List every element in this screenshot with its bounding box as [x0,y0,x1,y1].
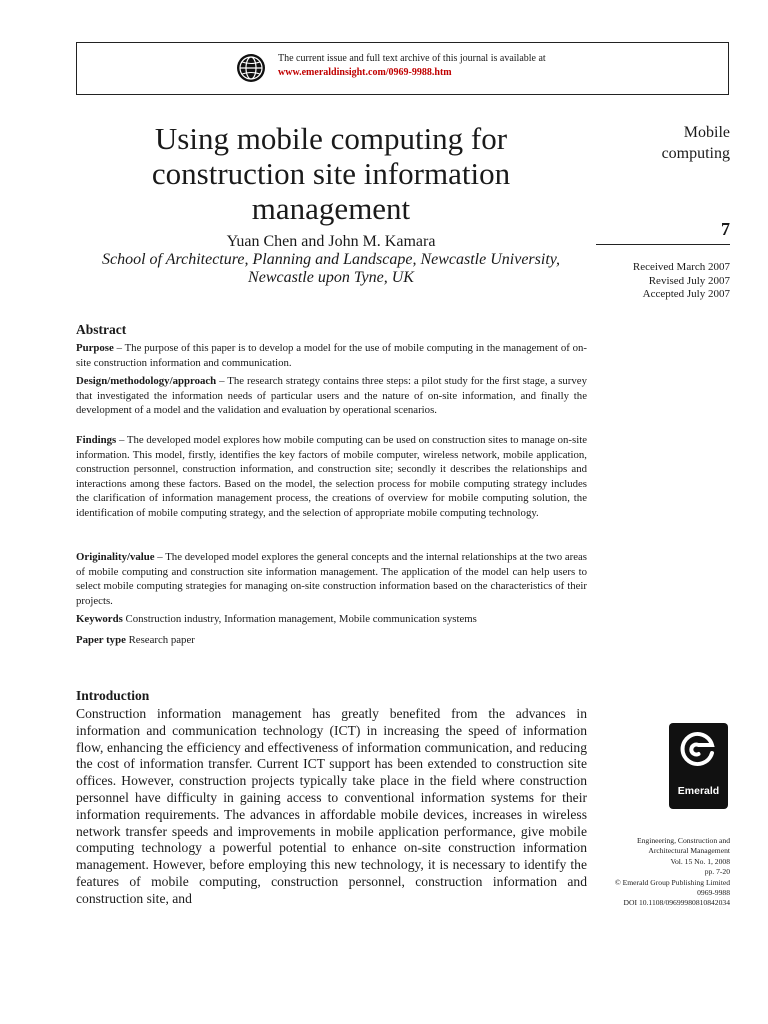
findings-text: – The developed model explores how mobile computing can be used on construction sites to manage on-site information. This model, firstly, identifies the key factors of mobile computer, wireless network, mobile application, construction personnel, construction information, and construction site; secondly it describes the relationships and interactions among these factors. Based on the model, the selection process for mobile computing strategy includes the clarification of information management process, the creations of overview for mobile computing solution, the identification of mobile computing strategy, and the selection of appropriate mobile computing technology. [76,434,587,519]
findings-label: Findings [76,434,117,446]
citation-line: pp. 7-20 [704,867,730,877]
running-head-line: computing [661,145,730,162]
citation-line: Engineering, Construction and [636,836,730,845]
originality-text: – The developed model explores the general concepts and the internal relationships at the two areas of mobile computing and construction site information management. The application of the model can help users to select mobile computing strategies for managing on-site construction information based on the characteristics of their projects. [76,551,587,607]
design-label: Design/methodology/approach [76,375,217,387]
abstract-paper-type [76,633,587,648]
keywords-text: Construction industry, Information management, Mobile communication systems [122,613,477,625]
journal-url-link[interactable]: www.emeraldinsight.com/0969-9988.htm [278,67,452,78]
article-authors: Yuan Chen and John M. Kamara [226,233,436,250]
design-text: – The research strategy contains three steps: a pilot study for the first stage, a survey that investigated the information needs of particular users and the nature of on-site information, and finally the development of a model and the validation and evaluation by operational scenarios. [76,375,587,417]
emerald-logo [669,723,728,809]
margin-divider [596,244,730,245]
abstract-keywords [76,612,587,627]
running-head [600,122,730,164]
abstract-originality [76,550,587,608]
globe-icon [236,53,266,83]
banner-availability-text: The current issue and full text archive of this journal is available at [278,53,546,64]
citation-line: © Emerald Group Publishing Limited [614,877,730,887]
purpose-text: – The purpose of this paper is to develop a model for the use of mobile computing in the management of on-site construction information and communication. [76,342,587,369]
abstract-heading: Abstract [76,322,127,337]
submission-dates [596,261,730,302]
journal-citation [580,836,730,909]
citation-line: Architectural Management [648,846,730,856]
paper-type-label: Paper type [76,634,126,646]
revised-date: Revised July 2007 [648,274,730,287]
accepted-date: Accepted July 2007 [642,288,730,300]
running-head-line: Mobile [683,124,730,141]
journal-banner [76,42,729,95]
purpose-label: Purpose [76,342,114,354]
introduction-heading: Introduction [76,688,150,703]
abstract-purpose [76,341,587,370]
citation-doi: DOI 10.1108/09699980810842034 [623,898,730,908]
article-title: Using mobile computing for construction site information management [151,121,511,226]
citation-line: 0969-9988 [697,888,730,898]
received-date: Received March 2007 [632,261,730,273]
keywords-label: Keywords [76,613,123,625]
citation-line: Vol. 15 No. 1, 2008 [670,856,730,866]
author-affiliation: School of Architecture, Planning and Landscape, Newcastle University, Newcastle upon Tyne, UK [101,251,560,286]
originality-label: Originality/value [76,551,155,563]
abstract-findings [76,433,587,521]
emerald-logo-mark [678,729,719,770]
abstract-design [76,374,587,418]
paper-type-text: Research paper [125,634,195,646]
emerald-logo-text: Emerald [677,785,720,797]
page-number: 7 [721,219,730,239]
introduction-body: Construction information management has greatly benefited from the advances in information and communication technology (ICT) in increasing the speed of information flow, enhancing the efficiency and effectiveness of information communication, and reducing the cost of information transfer. Current ICT support has been extended to construction site offices. However, construction projects typically take place in the field where construction personnel have difficulty in gaining access to conventional information systems for their information requirements. The advances in affordable mobile devices, increases in wireless network transfer speeds and improvements in mobile application performance, give mobile computing technology a powerful potential to enhance on-site construction information management. However, before employing this new technology, it is necessary to identify the features of mobile computing, construction personnel, construction information and construction site, and [76,706,587,906]
